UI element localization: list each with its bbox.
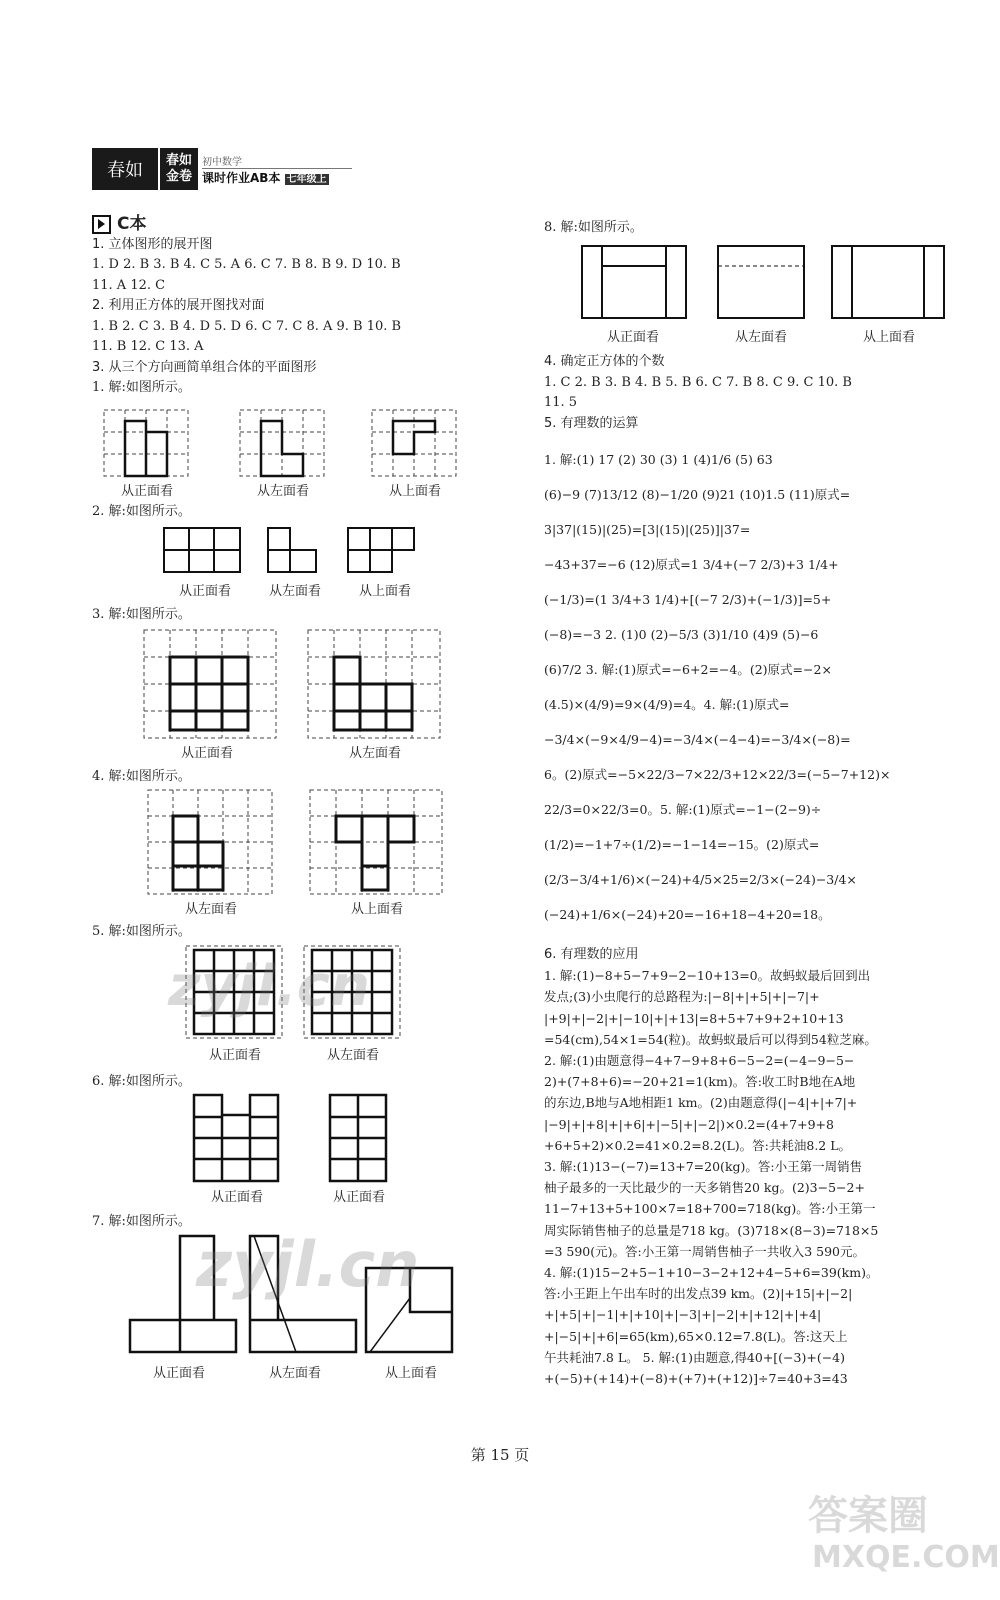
solution-line: 答:小王距上午出车时的出发点39 km。(2)|+15|+|−2| <box>544 1286 853 1302</box>
right-section-6 <box>544 944 954 1389</box>
solution-line: +|+5|+|−1|+|+10|+|−3|+|−2|+|+12|+|+4| <box>544 1307 822 1323</box>
q2-top-view <box>348 528 418 572</box>
solution-line: 6。(2)原式=−5×22/3−7×22/3+12×22/3=(−5−7+12)× <box>544 767 891 782</box>
solution-line: 2)+(7+8+6)=−20+21=1(km)。答:收工时B地在A地 <box>544 1074 856 1090</box>
solution-line: (2/3−3/4+1/6)×(−24)+4/5×25=2/3×(−24)−3/4× <box>544 872 857 887</box>
q3-front-view <box>144 630 276 738</box>
solution-line: |+9|+|−2|+|−10|+|+13|=8+5+7+9+2+10+13 <box>544 1010 844 1026</box>
solution-line: −3/4×(−9×4/9−4)=−3/4×(−4−4)=−3/4×(−8)= <box>544 732 851 747</box>
solution-line: −43+37=−6 (12)原式=1 3/4+(−7 2/3)+3 1/4+ <box>544 557 839 572</box>
solution-line: 的东边,B地与A地相距1 km。(2)由题意得(|−4|+|+7|+ <box>544 1095 858 1111</box>
caption-left: 从左面看 <box>256 484 309 499</box>
section-heading <box>92 214 512 235</box>
solution-line: (−24)+1/6×(−24)+20=−16+18−4+20=18。 <box>544 907 831 922</box>
header-text <box>198 148 352 190</box>
solution-line: 柚子最多的一天比最少的一天多销售20 kg。(2)3−5−2+ <box>544 1180 865 1196</box>
question-label: 1. 解:如图所示。 <box>92 380 191 395</box>
topic-title: 6. 有理数的应用 <box>544 947 639 962</box>
caption-front: 从正面看 <box>120 484 173 499</box>
caption-left: 从左面看 <box>734 330 787 345</box>
header-title <box>202 169 352 186</box>
right-section-5 <box>544 442 954 932</box>
q1-top-view <box>372 410 456 476</box>
topic-title: 4. 确定正方体的个数 <box>544 354 665 369</box>
caption-left: 从左面看 <box>268 1366 321 1381</box>
brand-line1: 春如 <box>165 153 192 168</box>
watermark: zyjl.cn <box>196 1228 420 1301</box>
caption-front: 从正面看 <box>208 1048 261 1063</box>
solution-line: 1. 解:(1)−8+5−7+9−2−10+13=0。故蚂蚁最后回到出 <box>544 968 871 984</box>
caption-left: 从左面看 <box>326 1048 379 1063</box>
solution-line: (6)7/2 3. 解:(1)原式=−6+2=−4。(2)原式=−2× <box>544 662 832 677</box>
solution-line: 1. 解:(1) 17 (2) 30 (3) 1 (4)1/6 (5) 63 <box>544 452 773 467</box>
answer-line: 1. C 2. B 3. B 4. B 5. B 6. C 7. B 8. C 9. C 10. B <box>544 374 852 390</box>
solution-line: =3 590(元)。答:小王第一周销售柚子一共收入3 590元。 <box>544 1243 866 1259</box>
q7-label: 7. 解:如图所示。 <box>92 1214 191 1229</box>
topic-title: 1. 立体图形的展开图 <box>92 236 213 252</box>
left-column <box>92 214 512 399</box>
caption-top: 从上面看 <box>350 902 403 917</box>
caption-top: 从上面看 <box>862 330 915 345</box>
q8-label: 8. 解:如图所示。 <box>544 220 643 235</box>
watermark: 答案圈 <box>808 1493 928 1539</box>
solution-line: 4. 解:(1)15−2+5−1+10−3−2+12+4−5+6=39(km)。 <box>544 1265 879 1281</box>
solution-line: (1/2)=−1+7÷(1/2)=−1−14=−15。(2)原式= <box>544 837 820 852</box>
watermark: MXQE.COM <box>812 1540 1000 1575</box>
caption-front: 从正面看 <box>210 1190 263 1205</box>
caption-front: 从正面看 <box>332 1190 385 1205</box>
publisher-logo: 春如 <box>92 148 158 190</box>
answer-line: 11. 5 <box>544 395 578 410</box>
caption-left: 从左面看 <box>348 746 401 761</box>
solution-line: 11−7+13+5+100×7=18+700=718(kg)。答:小王第一 <box>544 1201 876 1217</box>
solution-line: +|−5|+|+6|=65(km),65×0.12=7.8(L)。答:这天上 <box>544 1328 848 1344</box>
caption-left: 从左面看 <box>268 584 321 599</box>
play-icon <box>92 215 111 234</box>
brand-mark <box>158 148 198 190</box>
caption-front: 从正面看 <box>606 330 659 345</box>
solution-line: (4.5)×(4/9)=9×(4/9)=4。4. 解:(1)原式= <box>544 697 790 712</box>
q3-label: 3. 解:如图所示。 <box>92 607 191 622</box>
q5-label: 5. 解:如图所示。 <box>92 924 191 939</box>
q2-left-view <box>268 528 318 572</box>
solution-line: +(−5)+(+14)+(−8)+(+7)+(+12)]÷7=40+3=43 <box>544 1371 848 1387</box>
q6-label: 6. 解:如图所示。 <box>92 1074 191 1089</box>
q1-front-view <box>104 410 188 476</box>
q8-top-view <box>832 246 944 318</box>
book-header <box>92 148 352 190</box>
solution-line: (−8)=−3 2. (1)0 (2)−5/3 (3)1/10 (4)9 (5)−6 <box>544 627 819 642</box>
q6-front-view <box>194 1095 280 1181</box>
solution-line: 3. 解:(1)13−(−7)=13+7=20(kg)。答:小王第一周销售 <box>544 1159 863 1175</box>
solution-line: 3|37|(15)|(25)=[3|(15)|(25)]|37= <box>544 522 751 537</box>
solution-line: =54(cm),54×1=54(粒)。故蚂蚁最后可以得到54粒芝麻。 <box>544 1031 877 1047</box>
caption-front: 从正面看 <box>178 584 231 599</box>
right-section-4 <box>544 352 954 434</box>
solution-line: |−9|+|+8|+|+6|+|−5|+|−2|)×0.2=(4+7+9+8 <box>544 1116 834 1132</box>
page-number: 第 15 页 <box>470 1446 530 1464</box>
caption-left: 从左面看 <box>184 902 237 917</box>
topic-title: 2. 利用正方体的展开图找对面 <box>92 298 265 313</box>
answer-line: 1. B 2. C 3. B 4. D 5. D 6. C 7. C 8. A 9. B 10. B <box>92 318 402 334</box>
q4-top-view <box>310 790 442 894</box>
caption-top: 从上面看 <box>384 1366 437 1381</box>
solution-line: 22/3=0×22/3=0。5. 解:(1)原式=−1−(2−9)÷ <box>544 802 822 817</box>
solution-line: 周实际销售柚子的总量是718 kg。(3)718×(8−3)=718×5 <box>544 1222 879 1238</box>
q3-left-view <box>308 630 440 738</box>
section-title: C本 <box>117 214 147 234</box>
solution-line: 发点;(3)小虫爬行的总路程为:|−8|+|+5|+|−7|+ <box>544 989 820 1005</box>
solution-line: 2. 解:(1)由题意得−4+7−9+8+6−5−2=(−4−9−5− <box>544 1053 855 1069</box>
topic-title: 5. 有理数的运算 <box>544 415 639 431</box>
watermark: zyjl.cn <box>168 954 370 1019</box>
q1-left-view <box>240 410 324 476</box>
solution-line: (6)−9 (7)13/12 (8)−1/20 (9)21 (10)1.5 (11)原式= <box>544 487 851 502</box>
solution-line: 午共耗油7.8 L。 5. 解:(1)由题意,得40+[(−3)+(−4) <box>544 1349 846 1365</box>
q8-front-view <box>582 246 686 318</box>
caption-top: 从上面看 <box>388 484 441 499</box>
grade-tag: 七年级上 <box>286 173 327 185</box>
q4-label: 4. 解:如图所示。 <box>92 769 191 784</box>
brand-line2: 金卷 <box>165 169 192 184</box>
answer-line: 11. B 12. C 13. A <box>92 339 204 354</box>
q2-front-view <box>164 528 240 572</box>
caption-front: 从正面看 <box>180 746 233 761</box>
solution-line: (−1/3)=(1 3/4+3 1/4)+[(−7 2/3)+(−1/3)]=5+ <box>544 592 832 607</box>
q6-left-view <box>330 1095 386 1181</box>
caption-front: 从正面看 <box>152 1366 205 1381</box>
answer-line: 11. A 12. C <box>92 277 166 293</box>
header-subtitle: 初中数学 <box>202 153 352 169</box>
header-title-text: 课时作业AB本 <box>202 170 281 185</box>
q2-label: 2. 解:如图所示。 <box>92 504 191 519</box>
caption-top: 从上面看 <box>358 584 411 599</box>
topic-title: 3. 从三个方向画简单组合体的平面图形 <box>92 359 317 375</box>
q8-left-view <box>718 246 804 318</box>
answer-line: 1. D 2. B 3. B 4. C 5. A 6. C 7. B 8. B 9. D 10. B <box>92 257 401 272</box>
solution-line: +6+5+2)×0.2=41×0.2=8.2(L)。答:共耗油8.2 L。 <box>544 1137 852 1153</box>
q4-left-view <box>148 790 272 894</box>
